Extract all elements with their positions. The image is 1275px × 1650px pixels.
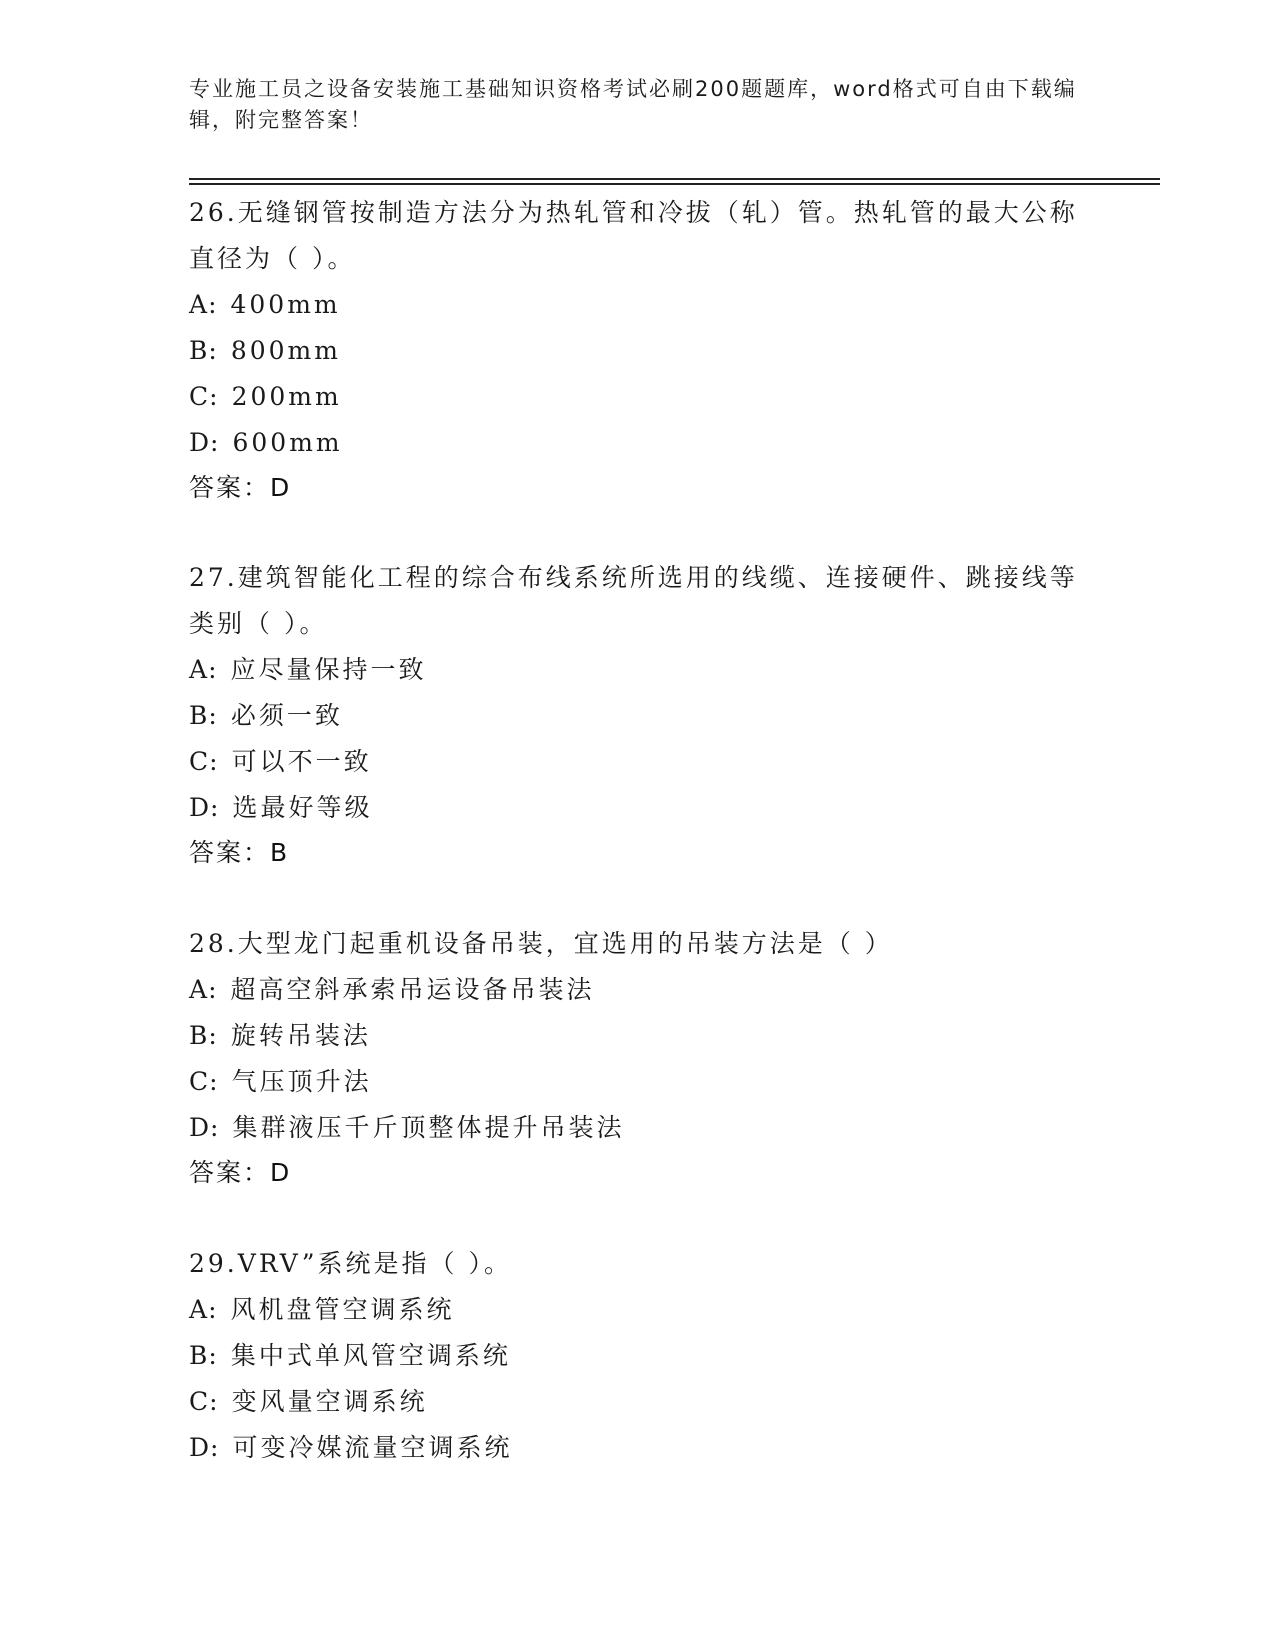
option-separator: : (210, 793, 219, 822)
option-letter: A (189, 975, 209, 1004)
option-letter: D (189, 1433, 211, 1462)
option-text: 旋转吊装法 (230, 1021, 371, 1050)
option-separator: : (208, 975, 217, 1004)
option-a (189, 1287, 1089, 1333)
question-27 (189, 555, 1089, 875)
option-text: 必须一致 (230, 701, 343, 730)
option-d (189, 420, 1089, 466)
option-text: 600mm (232, 428, 343, 457)
answer-line: 答案：D (189, 473, 292, 502)
option-letter: A (189, 290, 209, 319)
option-letter: B (189, 1341, 209, 1370)
option-c (189, 374, 1089, 420)
option-b (189, 1013, 1089, 1059)
option-separator: : (208, 290, 217, 319)
option-letter: B (189, 336, 209, 365)
option-letter: B (189, 1021, 209, 1050)
question-29 (189, 1241, 1089, 1471)
option-text: 800mm (230, 336, 341, 365)
option-separator: : (210, 1433, 219, 1462)
question-stem: 28.大型龙门起重机设备吊装，宜选用的吊装方法是（ ） (189, 929, 893, 958)
option-letter: C (189, 1067, 210, 1096)
option-separator: : (208, 1295, 217, 1324)
option-separator: : (208, 655, 217, 684)
option-letter: C (189, 1387, 210, 1416)
option-separator: : (208, 701, 217, 730)
option-letter: C (189, 382, 210, 411)
option-separator: : (209, 382, 218, 411)
header-rule-top (189, 178, 1160, 180)
option-b (189, 693, 1089, 739)
option-separator: : (209, 1067, 218, 1096)
option-separator: : (208, 336, 217, 365)
option-text: 气压顶升法 (231, 1067, 372, 1096)
option-c (189, 1059, 1089, 1105)
option-a (189, 282, 1089, 328)
option-text: 超高空斜承索吊运设备吊装法 (230, 975, 595, 1004)
question-stem: 26.无缝钢管按制造方法分为热轧管和冷拔（轧）管。热轧管的最大公称直径为（ ）。 (189, 198, 1078, 273)
option-text: 选最好等级 (232, 793, 373, 822)
option-separator: : (208, 1341, 217, 1370)
question-26 (189, 190, 1089, 510)
option-text: 400mm (230, 290, 341, 319)
option-separator: : (209, 747, 218, 776)
option-separator: : (210, 428, 219, 457)
document-header: 专业施工员之设备安装施工基础知识资格考试必刷200题题库，word格式可自由下载编辑，附完整答案！ (189, 77, 1077, 132)
option-text: 应尽量保持一致 (230, 655, 427, 684)
question-stem: 29.VRV”系统是指（ ）。 (189, 1249, 512, 1278)
option-separator: : (210, 1113, 219, 1142)
option-c (189, 1379, 1089, 1425)
option-a (189, 967, 1089, 1013)
option-b (189, 1333, 1089, 1379)
option-text: 风机盘管空调系统 (230, 1295, 455, 1324)
header-rule-bottom (189, 183, 1160, 185)
option-a (189, 647, 1089, 693)
option-text: 可变冷媒流量空调系统 (232, 1433, 513, 1462)
option-b (189, 328, 1089, 374)
option-d (189, 1105, 1089, 1151)
option-separator: : (208, 1021, 217, 1050)
answer-line: 答案：B (189, 838, 290, 867)
option-text: 集群液压千斤顶整体提升吊装法 (232, 1113, 625, 1142)
option-c (189, 739, 1089, 785)
option-separator: : (209, 1387, 218, 1416)
option-d (189, 785, 1089, 831)
option-letter: D (189, 1113, 211, 1142)
option-letter: D (189, 793, 211, 822)
option-letter: B (189, 701, 209, 730)
question-stem: 27.建筑智能化工程的综合布线系统所选用的线缆、连接硬件、跳接线等类别（ ）。 (189, 563, 1078, 638)
option-text: 变风量空调系统 (231, 1387, 428, 1416)
option-d (189, 1425, 1089, 1471)
option-text: 可以不一致 (231, 747, 372, 776)
option-text: 集中式单风管空调系统 (230, 1341, 511, 1370)
answer-line: 答案：D (189, 1158, 292, 1187)
question-28 (189, 921, 1089, 1195)
option-text: 200mm (231, 382, 342, 411)
option-letter: A (189, 655, 209, 684)
option-letter: C (189, 747, 210, 776)
option-letter: D (189, 428, 211, 457)
option-letter: A (189, 1295, 209, 1324)
